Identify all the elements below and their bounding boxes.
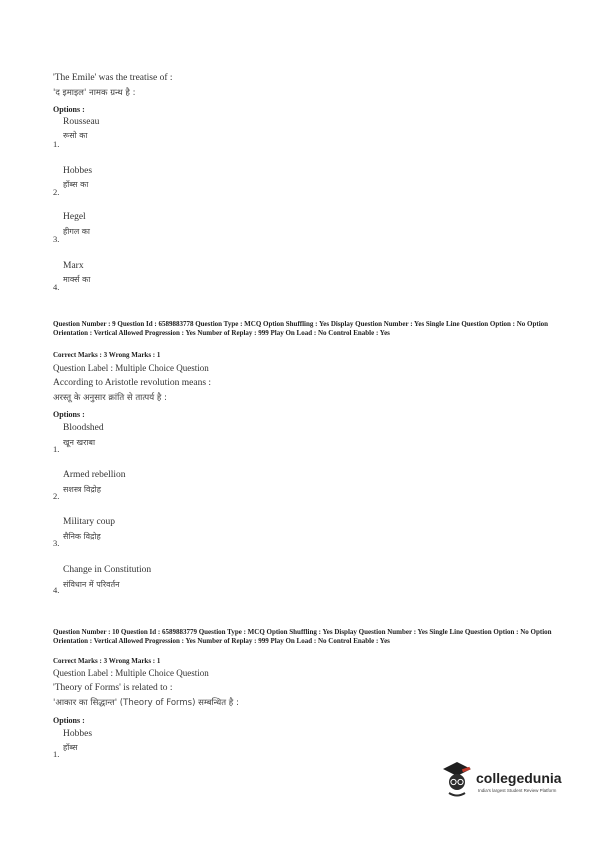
q8-option-2-en: Hobbes <box>63 166 93 176</box>
q9-options-label: Options : <box>53 410 85 419</box>
q9-option-4-hi: संविधान में परिवर्तन <box>63 580 120 589</box>
q10-question-hi: 'आकार का सिद्धान्त' (Theory of Forms) सम्बन्धित है : <box>53 698 239 708</box>
q9-option-2-num: 2. <box>53 491 60 501</box>
q8-question-hi: 'द इमाइल' नामक ग्रन्थ है : <box>53 88 136 98</box>
q9-option-2-hi: सशस्त्र विद्रोह <box>63 485 102 494</box>
q9-option-2-en: Armed rebellion <box>63 470 126 480</box>
q9-option-1-num: 1. <box>53 444 60 454</box>
q9-question-en: According to Aristotle revolution means : <box>53 378 212 388</box>
q8-question-en: 'The Emile' was the treatise of : <box>53 73 173 83</box>
graduate-icon <box>440 760 474 798</box>
q9-option-4-num: 4. <box>53 585 60 595</box>
q8-option-3-num: 3. <box>53 234 60 244</box>
q8-option-4-hi: मार्क्स का <box>63 275 91 284</box>
q10-option-1-en: Hobbes <box>63 729 93 739</box>
q10-option-1-num: 1. <box>53 749 60 759</box>
q9-label: Question Label : Multiple Choice Question <box>53 363 209 373</box>
logo-tagline: India's largest Student Review Platform <box>478 788 557 793</box>
q8-option-1-num: 1. <box>53 139 60 149</box>
q10-label: Question Label : Multiple Choice Question <box>53 668 209 678</box>
q9-option-1-en: Bloodshed <box>63 423 104 433</box>
q9-option-4-en: Change in Constitution <box>63 565 152 575</box>
q9-option-1-hi: खून खराबा <box>63 438 96 447</box>
q8-option-4-en: Marx <box>63 261 84 271</box>
q8-option-3-hi: हीगल का <box>63 227 91 236</box>
collegedunia-logo <box>440 760 580 800</box>
q9-question-hi: अरस्तू के अनुसार क्रांति से तात्पर्य है : <box>53 393 167 403</box>
q10-marks: Correct Marks : 3 Wrong Marks : 1 <box>53 657 161 665</box>
q9-meta: Question Number : 9 Question Id : 6589883778 Question Type : MCQ Option Shuffling : Yes Display Question Number : Yes Single Line Question Option : No Option Orientation : Vertical Allowed Progression : Yes Number of Replay : 999 Play On Load : No Control Enable : Yes <box>53 320 549 337</box>
q8-option-2-hi: हॉब्स का <box>63 180 89 189</box>
q9-marks: Correct Marks : 3 Wrong Marks : 1 <box>53 351 161 359</box>
q10-question-en: 'Theory of Forms' is related to : <box>53 683 173 693</box>
q8-option-3-en: Hegel <box>63 212 86 222</box>
q8-options-label: Options : <box>53 105 85 114</box>
q8-option-4-num: 4. <box>53 282 60 292</box>
q9-option-3-hi: सैनिक विद्रोह <box>63 532 101 541</box>
q8-option-2-num: 2. <box>53 187 60 197</box>
q8-option-1-hi: रूसो का <box>63 131 88 140</box>
logo-wordmark: collegedunia <box>476 770 562 786</box>
q9-option-3-en: Military coup <box>63 517 115 527</box>
q10-option-1-hi: हॉब्स <box>63 743 78 752</box>
q8-option-1-en: Rousseau <box>63 117 100 127</box>
q9-option-3-num: 3. <box>53 538 60 548</box>
q10-meta: Question Number : 10 Question Id : 6589883779 Question Type : MCQ Option Shuffling : Yes Display Question Number : Yes Single Line Question Option : No Option Orientation : Vertical Allowed Progression : Yes Number of Replay : 999 Play On Load : No Control Enable : Yes <box>53 628 552 645</box>
q10-options-label: Options : <box>53 716 85 725</box>
